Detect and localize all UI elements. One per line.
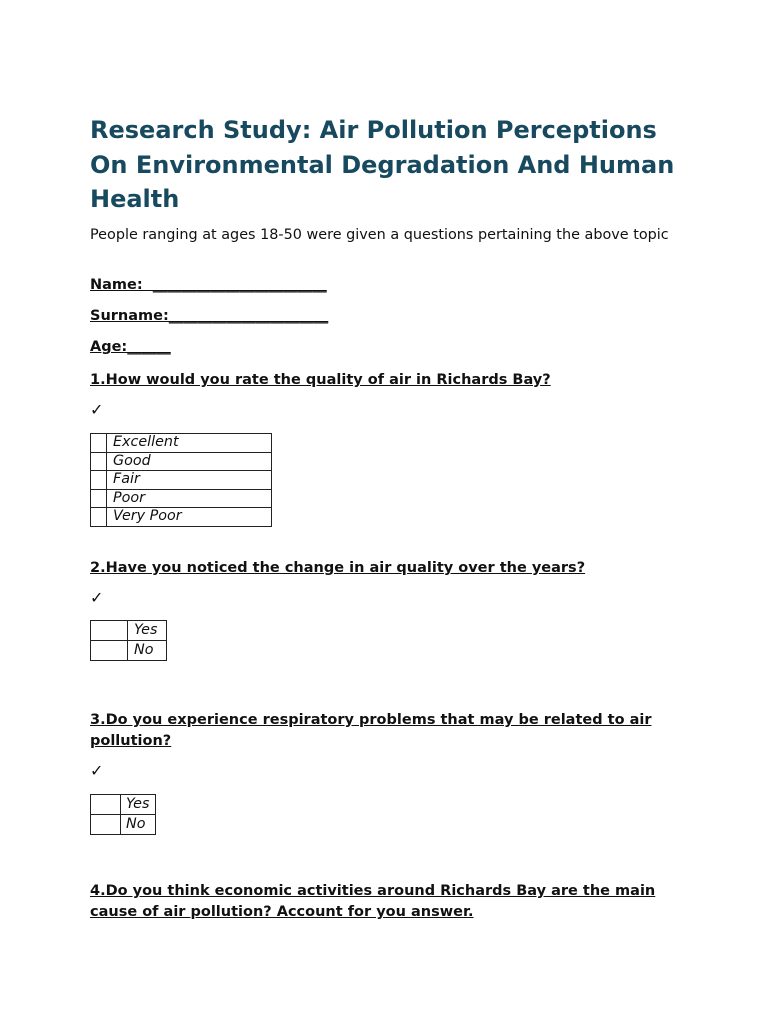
question-1-options-table <box>90 433 272 527</box>
question-4: 4.Do you think economic activities around Richards Bay are the main cause of air pollution? Account for you answer. <box>90 883 656 920</box>
option-label: Yes <box>128 621 167 641</box>
tick-mark-icon: ✓ <box>90 400 104 419</box>
checkbox-cell[interactable] <box>91 471 107 490</box>
checkbox-cell[interactable] <box>91 641 128 661</box>
checkbox-cell[interactable] <box>91 489 107 508</box>
option-row[interactable] <box>91 508 272 527</box>
option-row[interactable] <box>91 434 272 453</box>
question-2: 2.Have you noticed the change in air quality over the years? <box>90 560 586 576</box>
option-label: No <box>128 641 167 661</box>
document-title: Research Study: Air Pollution Perceptions On Environmental Degradation And Human Health <box>90 116 675 213</box>
document-page <box>90 113 690 245</box>
tick-mark-icon: ✓ <box>90 761 104 780</box>
question-2-options-table <box>90 620 167 661</box>
tick-mark-icon: ✓ <box>90 588 104 607</box>
option-label: Yes <box>121 795 156 815</box>
option-row[interactable] <box>91 471 272 490</box>
checkbox-cell[interactable] <box>91 621 128 641</box>
option-label: Good <box>107 452 272 471</box>
name-field[interactable]: Name: ________________________ <box>90 277 327 293</box>
checkbox-cell[interactable] <box>91 452 107 471</box>
option-label: No <box>121 815 156 835</box>
option-row[interactable] <box>91 489 272 508</box>
option-label: Poor <box>107 489 272 508</box>
age-field[interactable]: Age:______ <box>90 339 171 355</box>
question-3-options-table <box>90 794 156 835</box>
checkbox-cell[interactable] <box>91 508 107 527</box>
checkbox-cell[interactable] <box>91 815 121 835</box>
option-row[interactable] <box>91 641 167 661</box>
checkbox-cell[interactable] <box>91 795 121 815</box>
surname-field[interactable]: Surname:______________________ <box>90 308 329 324</box>
question-3: 3.Do you experience respiratory problems that may be related to air pollution? <box>90 712 652 749</box>
option-label: Very Poor <box>107 508 272 527</box>
option-row[interactable] <box>91 795 156 815</box>
option-label: Excellent <box>107 434 272 453</box>
option-label: Fair <box>107 471 272 490</box>
question-1: 1.How would you rate the quality of air in Richards Bay? <box>90 372 551 388</box>
option-row[interactable] <box>91 621 167 641</box>
intro-paragraph: People ranging at ages 18-50 were given a questions pertaining the above topic <box>90 226 669 243</box>
checkbox-cell[interactable] <box>91 434 107 453</box>
option-row[interactable] <box>91 815 156 835</box>
option-row[interactable] <box>91 452 272 471</box>
